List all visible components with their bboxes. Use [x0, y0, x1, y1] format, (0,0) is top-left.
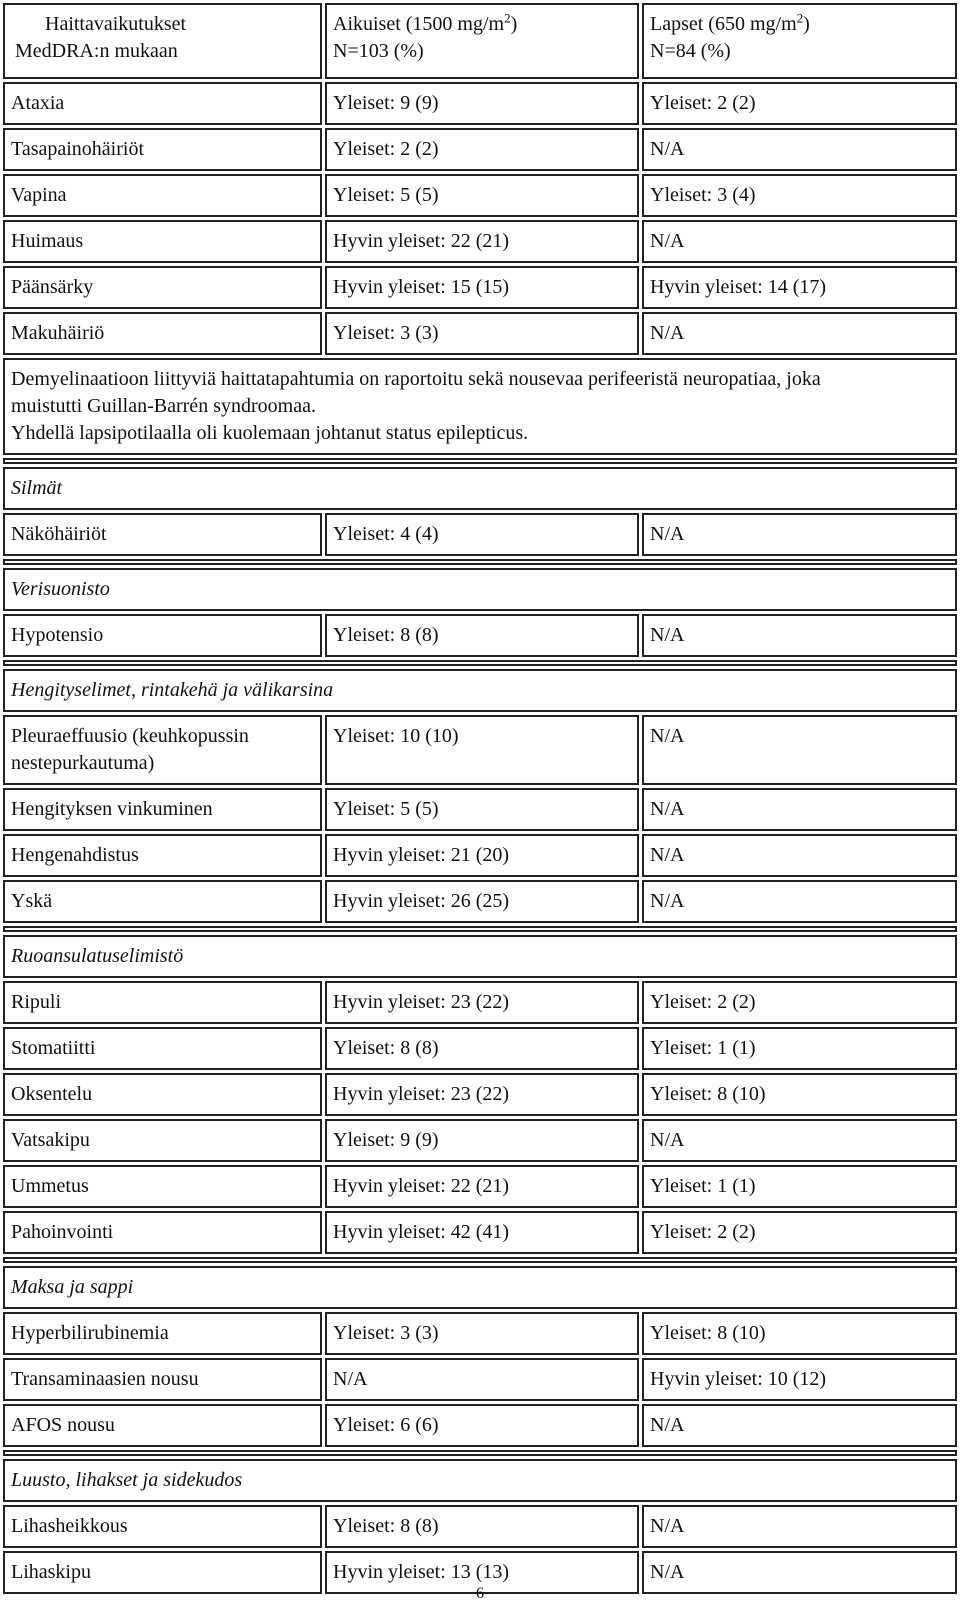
child-cell: N/A [642, 220, 957, 263]
header-terms-line2: MedDRA:n mukaan [15, 40, 178, 62]
header-cell-children [642, 3, 957, 79]
header-adults-line1 [333, 11, 631, 38]
spacer-row [3, 660, 957, 666]
child-cell: Yleiset: 2 (2) [642, 82, 957, 125]
term-cell: Hypotensio [3, 614, 322, 657]
adult-cell: Hyvin yleiset: 26 (25) [325, 880, 639, 923]
section-heading-respiratory: Hengityselimet, rintakehä ja välikarsina [3, 669, 957, 712]
child-cell: Yleiset: 2 (2) [642, 981, 957, 1024]
adult-cell: Hyvin yleiset: 13 (13) [325, 1551, 639, 1594]
term-cell [3, 715, 322, 785]
spacer-cell [3, 559, 957, 565]
adult-cell: Yleiset: 10 (10) [325, 715, 639, 785]
table-row [3, 128, 957, 171]
table-row [3, 1312, 957, 1355]
table-header-row [3, 3, 957, 79]
table-row [3, 880, 957, 923]
section-row [3, 568, 957, 611]
adult-cell: Yleiset: 3 (3) [325, 312, 639, 355]
adult-cell: Yleiset: 9 (9) [325, 82, 639, 125]
note-cell [3, 358, 957, 455]
header-children-sup: 2 [796, 10, 804, 26]
table-row [3, 1404, 957, 1447]
table-row [3, 1358, 957, 1401]
spacer-row [3, 926, 957, 932]
term-line: Pleuraeffuusio (keuhkopussin [11, 725, 249, 747]
adult-cell: Yleiset: 3 (3) [325, 1312, 639, 1355]
table-row [3, 1165, 957, 1208]
section-row [3, 935, 957, 978]
child-cell: Yleiset: 3 (4) [642, 174, 957, 217]
page-number: 6 [476, 1585, 484, 1602]
term-cell: Tasapainohäiriöt [3, 128, 322, 171]
adult-cell: Yleiset: 8 (8) [325, 1027, 639, 1070]
spacer-row [3, 1450, 957, 1456]
section-heading-gi: Ruoansulatuselimistö [3, 935, 957, 978]
child-cell: Yleiset: 2 (2) [642, 1211, 957, 1254]
child-cell: N/A [642, 312, 957, 355]
spacer-cell [3, 926, 957, 932]
term-cell: Ataxia [3, 82, 322, 125]
table-row [3, 1211, 957, 1254]
header-children-dose: Lapset (650 mg/m [650, 13, 797, 35]
table-row [3, 513, 957, 556]
spacer-cell [3, 660, 957, 666]
adult-cell: Hyvin yleiset: 23 (22) [325, 1073, 639, 1116]
section-row [3, 1459, 957, 1502]
term-cell: Pahoinvointi [3, 1211, 322, 1254]
adult-cell: Hyvin yleiset: 23 (22) [325, 981, 639, 1024]
note-line: Yhdellä lapsipotilaalla oli kuolemaan johtanut status epilepticus. [11, 422, 529, 444]
header-cell-terms [3, 3, 322, 79]
table-row [3, 834, 957, 877]
child-cell: N/A [642, 788, 957, 831]
header-adults-sup: 2 [504, 10, 511, 26]
child-cell: N/A [642, 1404, 957, 1447]
section-heading-musculoskeletal: Luusto, lihakset ja sidekudos [3, 1459, 957, 1502]
spacer-row [3, 1257, 957, 1263]
term-cell: Makuhäiriö [3, 312, 322, 355]
term-cell: Stomatiitti [3, 1027, 322, 1070]
table-row [3, 788, 957, 831]
spacer-row [3, 458, 957, 464]
term-cell: Vatsakipu [3, 1119, 322, 1162]
adult-cell: Yleiset: 4 (4) [325, 513, 639, 556]
child-cell: N/A [642, 128, 957, 171]
table-row [3, 981, 957, 1024]
term-cell: Lihaskipu [3, 1551, 322, 1594]
adult-cell: Hyvin yleiset: 22 (21) [325, 220, 639, 263]
child-cell: Yleiset: 8 (10) [642, 1312, 957, 1355]
spacer-cell [3, 1257, 957, 1263]
term-cell: Hengenahdistus [3, 834, 322, 877]
table-row [3, 1119, 957, 1162]
child-cell: N/A [642, 1551, 957, 1594]
spacer-row [3, 559, 957, 565]
child-cell: N/A [642, 1119, 957, 1162]
term-cell: Huimaus [3, 220, 322, 263]
table-row [3, 1073, 957, 1116]
header-children-close: ) [803, 13, 810, 35]
term-cell: Hyperbilirubinemia [3, 1312, 322, 1355]
term-cell: Lihasheikkous [3, 1505, 322, 1548]
note-line: muistutti Guillan-Barrén syndroomaa. [11, 395, 316, 417]
table-row [3, 220, 957, 263]
term-cell: Yskä [3, 880, 322, 923]
header-adults-close: ) [510, 13, 518, 35]
child-cell: N/A [642, 1505, 957, 1548]
spacer-cell [3, 458, 957, 464]
table-row [3, 174, 957, 217]
adult-cell: Yleiset: 6 (6) [325, 1404, 639, 1447]
child-cell: Yleiset: 8 (10) [642, 1073, 957, 1116]
table-row [3, 312, 957, 355]
section-heading-liver: Maksa ja sappi [3, 1266, 957, 1309]
header-adults-line2: N=103 (%) [333, 40, 424, 62]
term-cell: Hengityksen vinkuminen [3, 788, 322, 831]
child-cell: N/A [642, 513, 957, 556]
header-adults-dose: Aikuiset (1500 mg/m [333, 13, 505, 35]
term-line: nestepurkautuma) [11, 752, 155, 774]
adult-cell: Yleiset: 2 (2) [325, 128, 639, 171]
note-line: Demyelinaatioon liittyviä haittatapahtumia on raportoitu sekä nousevaa perifeeristä neuropatiaa, joka [11, 368, 821, 390]
header-cell-adults [325, 3, 639, 79]
note-row [3, 358, 957, 455]
header-terms-line1: Haittavaikutukset [45, 13, 187, 35]
child-cell: N/A [642, 614, 957, 657]
adult-cell: Yleiset: 9 (9) [325, 1119, 639, 1162]
adult-cell: Yleiset: 8 (8) [325, 614, 639, 657]
child-cell: N/A [642, 834, 957, 877]
adult-cell: Hyvin yleiset: 42 (41) [325, 1211, 639, 1254]
term-cell: Oksentelu [3, 1073, 322, 1116]
table-row [3, 266, 957, 309]
table-row [3, 1027, 957, 1070]
adult-cell: N/A [325, 1358, 639, 1401]
child-cell: N/A [642, 715, 957, 785]
term-cell: Näköhäiriöt [3, 513, 322, 556]
term-cell: Päänsärky [3, 266, 322, 309]
spacer-cell [3, 1450, 957, 1456]
child-cell: N/A [642, 880, 957, 923]
term-cell: Ummetus [3, 1165, 322, 1208]
section-row [3, 669, 957, 712]
section-row [3, 467, 957, 510]
table-row [3, 1505, 957, 1548]
section-heading-eyes: Silmät [3, 467, 957, 510]
adult-cell: Yleiset: 5 (5) [325, 174, 639, 217]
adult-cell: Hyvin yleiset: 22 (21) [325, 1165, 639, 1208]
table-row [3, 715, 957, 785]
adult-cell: Hyvin yleiset: 15 (15) [325, 266, 639, 309]
term-cell: AFOS nousu [3, 1404, 322, 1447]
term-cell: Vapina [3, 174, 322, 217]
term-cell: Ripuli [3, 981, 322, 1024]
adult-cell: Yleiset: 8 (8) [325, 1505, 639, 1548]
child-cell: Yleiset: 1 (1) [642, 1027, 957, 1070]
adult-cell: Hyvin yleiset: 21 (20) [325, 834, 639, 877]
term-cell: Transaminaasien nousu [3, 1358, 322, 1401]
header-children-line1 [650, 11, 949, 38]
child-cell: Hyvin yleiset: 14 (17) [642, 266, 957, 309]
child-cell: Hyvin yleiset: 10 (12) [642, 1358, 957, 1401]
header-children-line2: N=84 (%) [650, 40, 731, 62]
table-row [3, 82, 957, 125]
section-row [3, 1266, 957, 1309]
section-heading-vascular: Verisuonisto [3, 568, 957, 611]
child-cell: Yleiset: 1 (1) [642, 1165, 957, 1208]
adult-cell: Yleiset: 5 (5) [325, 788, 639, 831]
table-row [3, 614, 957, 657]
